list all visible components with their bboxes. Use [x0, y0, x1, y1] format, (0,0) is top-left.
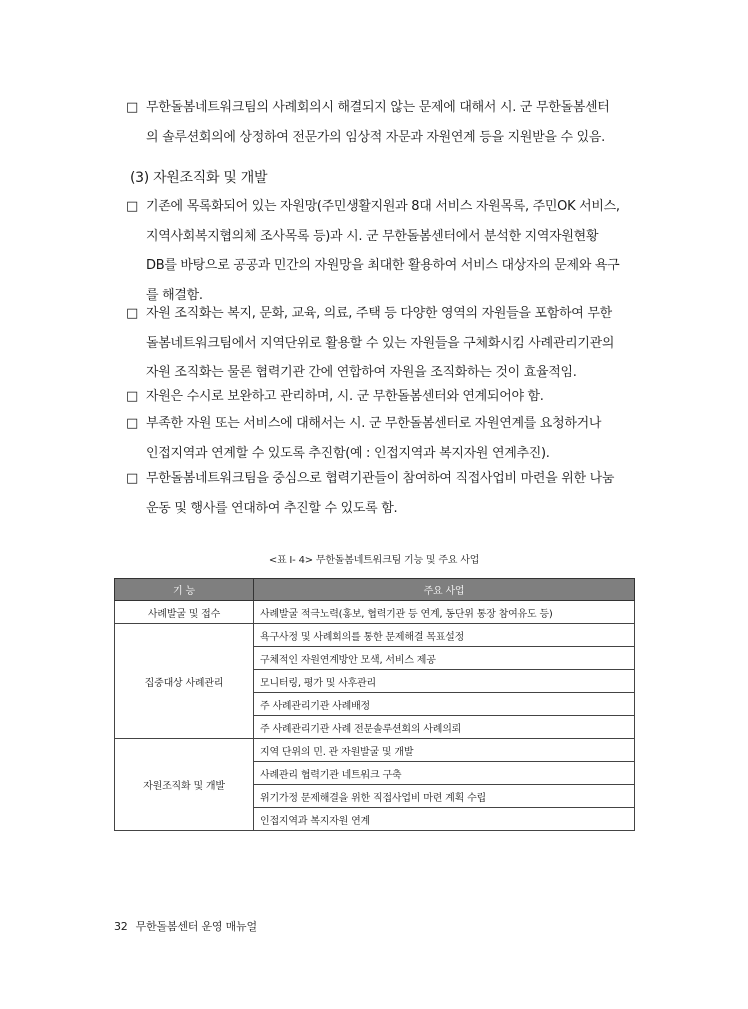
page-footer	[114, 918, 257, 934]
project-cell: 주 사례관리기관 사례배정	[254, 693, 635, 716]
project-cell: 주 사례관리기관 사례 전문솔루션회의 사례의뢰	[254, 716, 635, 739]
bullet-mark: □	[126, 389, 138, 404]
bullet-line: 자원 조직화는 물론 협력기관 간에 연합하여 자원을 조직화하는 것이 효율적임.	[146, 365, 577, 380]
bullet-line: 기존에 목록화되어 있는 자원망(주민생활지원과 8대 서비스 자원목록, 주민OK 서비스,	[146, 199, 620, 214]
bullet-mark: □	[126, 306, 138, 321]
bullet-item	[126, 464, 646, 523]
bullet-mark: □	[126, 471, 138, 486]
function-cell: 사례발굴 및 접수	[115, 601, 254, 624]
bullet-item	[126, 409, 646, 468]
bullet-line: 를 해결함.	[146, 287, 203, 303]
project-cell: 위기가정 문제해결을 위한 직접사업비 마련 계획 수립	[254, 785, 635, 808]
table-row	[115, 624, 635, 647]
bullet-line: 운동 및 행사를 연대하여 추진할 수 있도록 함.	[146, 500, 398, 516]
table-row	[115, 739, 635, 762]
table-caption: <표 Ⅰ- 4> 무한돌봄네트워크팀 기능 및 주요 사업	[268, 555, 480, 566]
bullet-line: 지역사회복지협의체 조사목록 등)과 시. 군 무한돌봄센터에서 분석한 지역자원현황	[146, 228, 599, 244]
bullet-item	[126, 382, 646, 412]
table-header-row	[115, 579, 635, 601]
bullet-item	[126, 192, 646, 310]
bullet-mark: □	[126, 416, 138, 431]
function-cell: 자원조직화 및 개발	[115, 739, 254, 831]
bullet-line: 돌봄네트워크팀에서 지역단위로 활용할 수 있는 자원들을 구체화시킴 사례관리기관의	[146, 335, 615, 351]
bullet-line: 자원은 수시로 보완하고 관리하며, 시. 군 무한돌봄센터와 연계되어야 함.	[146, 389, 544, 404]
function-cell: 집중대상 사례관리	[115, 624, 254, 739]
bullet-line: 무한돌봄네트워크팀의 사례회의시 해결되지 않는 문제에 대해서 시. 군 무한돌봄센터	[146, 100, 610, 115]
bullet-item	[126, 93, 646, 152]
bullet-mark: □	[126, 199, 138, 214]
functions-table	[114, 578, 635, 831]
bullet-line: 인접지역과 연계할 수 있도록 추진함(예 : 인접지역과 복지자원 연계추진).	[146, 445, 550, 461]
bullet-line: DB를 바탕으로 공공과 민간의 자원망을 최대한 활용하여 서비스 대상자의 문제와 욕구	[146, 258, 620, 273]
project-cell: 모니터링, 평가 및 사후관리	[254, 670, 635, 693]
footer-title: 무한돌봄센터 운영 매뉴얼	[135, 920, 257, 933]
bullet-line: 자원 조직화는 복지, 문화, 교육, 의료, 주택 등 다양한 영역의 자원들을 포함하여 무한	[146, 306, 612, 321]
page-number: 32	[114, 920, 128, 933]
bullet-item	[126, 299, 646, 388]
bullet-mark: □	[126, 100, 138, 115]
project-cell: 구체적인 자원연계방안 모색, 서비스 제공	[254, 647, 635, 670]
project-cell: 욕구사정 및 사례회의를 통한 문제해결 목표설정	[254, 624, 635, 647]
bullet-line: 부족한 자원 또는 서비스에 대해서는 시. 군 무한돌봄센터로 자원연계를 요청하거나	[146, 416, 602, 431]
bullet-line: 무한돌봄네트워크팀을 중심으로 협력기관들이 참여하여 직접사업비 마련을 위한 나눔	[146, 471, 615, 486]
header-projects: 주요 사업	[254, 579, 635, 601]
project-cell: 지역 단위의 민. 관 자원발굴 및 개발	[254, 739, 635, 762]
project-cell: 사례관리 협력기관 네트워크 구축	[254, 762, 635, 785]
bullet-line: 의 솔루션회의에 상정하여 전문가의 임상적 자문과 자원연계 등을 지원받을 수 있음.	[146, 129, 605, 145]
section-heading: (3) 자원조직화 및 개발	[130, 170, 268, 186]
project-cell: 사례발굴 적극노력(홍보, 협력기관 등 연계, 동단위 통장 참여유도 등)	[254, 601, 635, 624]
project-cell: 인접지역과 복지자원 연계	[254, 808, 635, 831]
header-function: 기 능	[115, 579, 254, 601]
table-row	[115, 601, 635, 624]
